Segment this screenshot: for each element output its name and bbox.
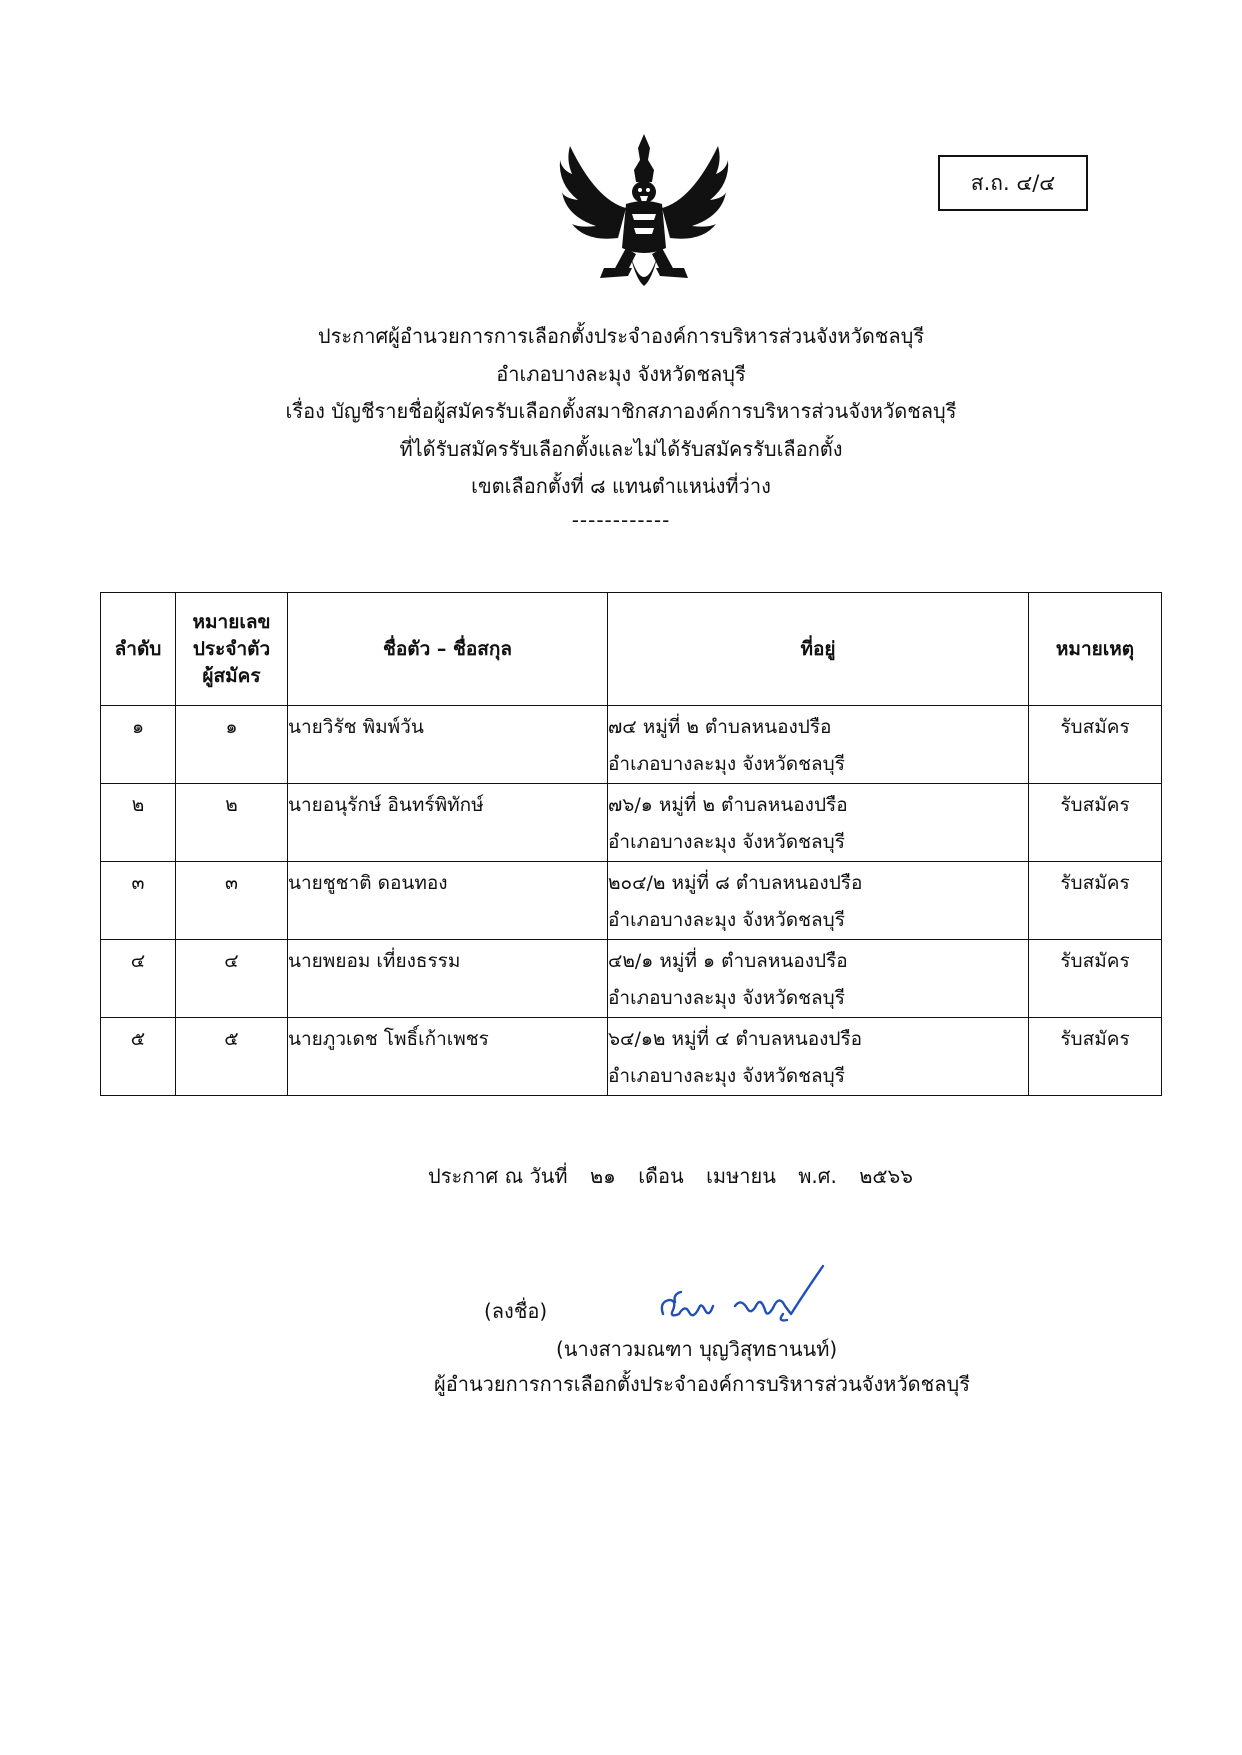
header-number-line-2: ประจำตัว [192,637,271,660]
address-line-1: ๔๒/๑ หมู่ที่ ๑ ตำบลหนองปรือ [608,950,848,972]
date-month-label: เดือน [638,1164,684,1188]
signature-label: (ลงชื่อ) [484,1299,548,1323]
address-line-2: อำเภอบางละมุง จังหวัดชลบุรี [608,831,845,853]
signer-name: (นางสาวมณฑา บุญวิสุทธานนท์) [556,1337,838,1361]
heading-line-5: เขตเลือกตั้งที่ ๘ แทนตำแหน่งที่ว่าง [471,474,771,498]
table-row [101,1018,1162,1096]
heading-line-1: ประกาศผู้อำนวยการการเลือกตั้งประจำองค์การบริหารส่วนจังหวัดชลบุรี [317,324,925,348]
address-line-1: ๗๖/๑ หมู่ที่ ๒ ตำบลหนองปรือ [608,794,848,816]
header-address: ที่อยู่ [608,593,1029,706]
table-row [101,940,1162,1018]
date-year-label: พ.ศ. [798,1164,837,1188]
cell-address [608,940,1029,1018]
cell-remark: รับสมัคร [1029,706,1162,784]
heading-subject: เรื่อง บัญชีรายชื่อผู้สมัครรับเลือกตั้งสมาชิกสภาองค์การบริหารส่วนจังหวัดชลบุรี [285,399,957,423]
heading-line-4: ที่ได้รับสมัครรับเลือกตั้งและไม่ได้รับสมัครรับเลือกตั้ง [399,436,843,461]
cell-remark: รับสมัคร [1029,1018,1162,1096]
cell-remark: รับสมัคร [1029,940,1162,1018]
address-line-1: ๖๔/๑๒ หมู่ที่ ๔ ตำบลหนองปรือ [608,1028,863,1050]
cell-order: ๓ [101,862,176,940]
signer-title: ผู้อำนวยการการเลือกตั้งประจำองค์การบริหารส่วนจังหวัดชลบุรี [434,1372,970,1396]
cell-order: ๒ [101,784,176,862]
cell-remark: รับสมัคร [1029,784,1162,862]
address-line-2: อำเภอบางละมุง จังหวัดชลบุรี [608,753,845,775]
cell-number: ๓ [176,862,288,940]
cell-number: ๒ [176,784,288,862]
cell-number: ๕ [176,1018,288,1096]
address-line-1: ๒๐๔/๒ หมู่ที่ ๘ ตำบลหนองปรือ [608,872,863,894]
heading-divider: ------------ [571,507,671,532]
cell-name: นายอนุรักษ์ อินทร์พิทักษ์ [288,784,608,862]
cell-address [608,784,1029,862]
announcement-date [428,1160,929,1192]
header-order: ลำดับ [101,593,176,706]
table-header-row [101,593,1162,706]
header-name: ชื่อตัว – ชื่อสกุล [288,593,608,706]
cell-order: ๔ [101,940,176,1018]
date-month: เมษายน [706,1164,776,1188]
address-line-2: อำเภอบางละมุง จังหวัดชลบุรี [608,909,845,931]
table-row [101,706,1162,784]
handwritten-signature [655,1262,825,1332]
date-prefix: ประกาศ ณ วันที่ [428,1164,568,1188]
table-row [101,862,1162,940]
address-line-2: อำเภอบางละมุง จังหวัดชลบุรี [608,987,845,1009]
date-day: ๒๑ [589,1164,616,1188]
cell-address [608,706,1029,784]
cell-address [608,862,1029,940]
heading-line-2: อำเภอบางละมุง จังหวัดชลบุรี [496,361,746,386]
cell-number: ๔ [176,940,288,1018]
header-candidate-number [176,593,288,706]
date-year: ๒๕๖๖ [859,1164,913,1188]
address-line-1: ๗๔ หมู่ที่ ๒ ตำบลหนองปรือ [608,716,832,738]
cell-name: นายวิรัช พิมพ์วัน [288,706,608,784]
garuda-emblem-icon [556,130,732,300]
candidate-table [100,592,1162,1096]
header-number-line-1: หมายเลข [192,610,271,633]
header-number-line-3: ผู้สมัคร [202,664,261,687]
cell-number: ๑ [176,706,288,784]
address-line-2: อำเภอบางละมุง จังหวัดชลบุรี [608,1065,845,1087]
announcement-heading [0,318,1242,530]
cell-address [608,1018,1029,1096]
cell-name: นายชูชาติ ดอนทอง [288,862,608,940]
cell-name: นายภูวเดช โพธิ์เก้าเพชร [288,1018,608,1096]
cell-name: นายพยอม เที่ยงธรรม [288,940,608,1018]
header-remark: หมายเหตุ [1029,593,1162,706]
cell-order: ๑ [101,706,176,784]
cell-remark: รับสมัคร [1029,862,1162,940]
table-row [101,784,1162,862]
cell-order: ๕ [101,1018,176,1096]
form-code-box: ส.ถ. ๔/๔ [938,155,1088,211]
